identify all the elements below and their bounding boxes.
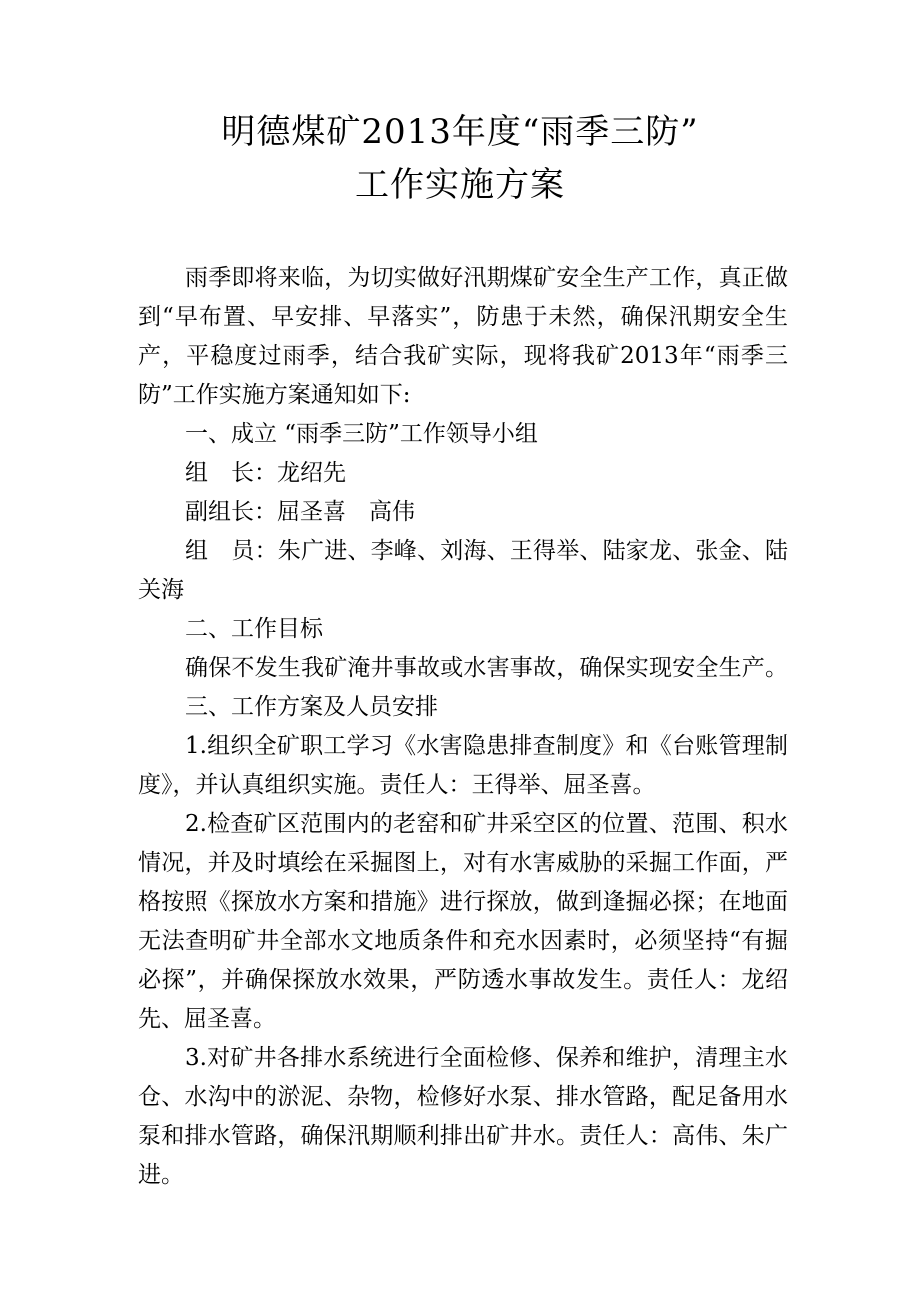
item-3-line: 进。 xyxy=(138,1162,184,1188)
intro-paragraph-line: 产，平稳度过雨季，结合我矿实际，现将我矿2013年“雨季三 xyxy=(138,343,788,369)
intro-paragraph-line: 到“早布置、早安排、早落实”，防患于未然，确保汛期安全生 xyxy=(138,304,788,330)
work-goal-line: 确保不发生我矿淹井事故或水害事故，确保实现安全生产。 xyxy=(185,655,788,681)
item-2-line: 无法查明矿井全部水文地质条件和充水因素时，必须坚持“有掘 xyxy=(138,928,788,954)
item-1-line: 1.组织全矿职工学习《水害隐患排查制度》和《台账管理制 xyxy=(185,733,788,759)
intro-paragraph-line: 防”工作实施方案通知如下: xyxy=(138,382,411,408)
deputy-leader-line: 副组长：屈圣喜 高伟 xyxy=(185,499,415,525)
document-title-line1: 明德煤矿2013年度“雨季三防” xyxy=(221,112,699,152)
item-2-line: 情况，并及时填绘在采掘图上，对有水害威胁的采掘工作面，严 xyxy=(138,850,788,876)
item-3-line: 仓、水沟中的淤泥、杂物，检修好水泵、排水管路，配足备用水 xyxy=(138,1084,788,1110)
item-2-line: 必探”，并确保探放水效果，严防透水事故发生。责任人：龙绍 xyxy=(138,967,788,993)
group-members-line: 关海 xyxy=(138,577,184,603)
group-leader-line: 组 长：龙绍先 xyxy=(185,460,346,486)
document-title-line2: 工作实施方案 xyxy=(355,165,565,205)
item-2-line: 2.检查矿区范围内的老窑和矿井采空区的位置、范围、积水 xyxy=(185,811,788,837)
group-members-line: 组 员：朱广进、李峰、刘海、王得举、陆家龙、张金、陆 xyxy=(185,538,788,564)
item-1-line: 度》，并认真组织实施。责任人：王得举、屈圣喜。 xyxy=(138,772,656,798)
item-3-line: 泵和排水管路，确保汛期顺利排出矿井水。责任人：高伟、朱广 xyxy=(138,1123,788,1149)
intro-paragraph-line: 雨季即将来临，为切实做好汛期煤矿安全生产工作，真正做 xyxy=(185,265,788,291)
item-3-line: 3.对矿井各排水系统进行全面检修、保养和维护，清理主水 xyxy=(185,1045,788,1071)
item-2-line: 先、屈圣喜。 xyxy=(138,1006,276,1032)
section-heading-2: 二、工作目标 xyxy=(185,616,323,642)
section-heading-1: 一、成立 “雨季三防”工作领导小组 xyxy=(185,421,538,447)
section-heading-3: 三、工作方案及人员安排 xyxy=(185,694,438,720)
item-2-line: 格按照《探放水方案和措施》进行探放，做到逢掘必探；在地面 xyxy=(138,889,788,915)
